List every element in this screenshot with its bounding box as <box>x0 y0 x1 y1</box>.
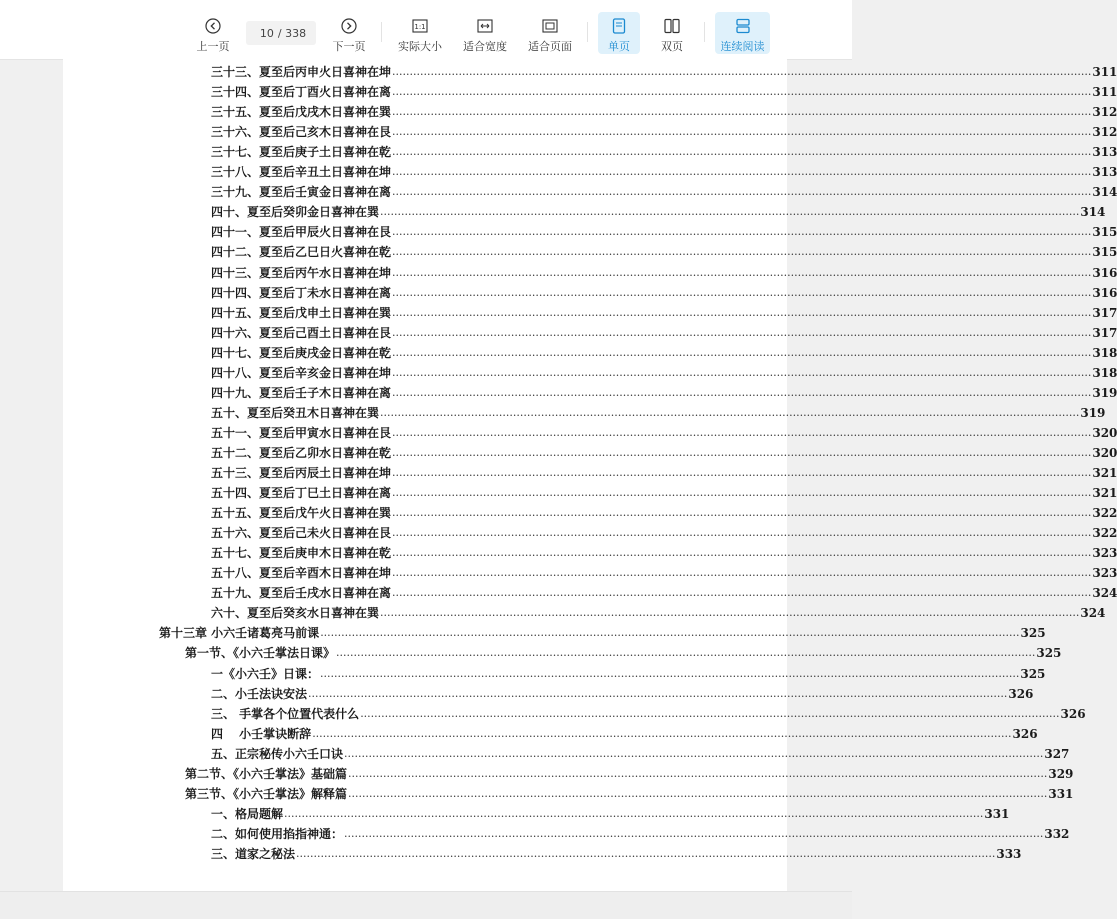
current-page-input[interactable]: 10 <box>259 26 274 40</box>
toc-leader-dots: ........................................................................................................................................................................................................ <box>380 606 1080 620</box>
toc-entry <box>211 323 1117 343</box>
toc-leader-dots: ........................................................................................................................................................................................................ <box>360 706 1060 720</box>
toc-entry-title: 一《小六壬》日课： <box>211 666 320 681</box>
toc-entry <box>211 664 1046 684</box>
toc-entry-title: 四十五、夏至后戊申土日喜神在巽 <box>211 305 392 320</box>
fit-width-button[interactable] <box>459 12 511 54</box>
toc-leader-dots: ........................................................................................................................................................................................................ <box>392 105 1092 119</box>
toc-entry-title: 第十三章 小六壬诸葛亮马前课 <box>159 626 320 641</box>
toc-entry-title: 三十五、夏至后戊戌木日喜神在巽 <box>211 105 392 120</box>
toolbar-divider <box>704 22 705 42</box>
fit-page-button[interactable] <box>524 12 576 54</box>
total-pages: / 338 <box>277 26 307 40</box>
toc-entry-page: 322 <box>1092 526 1117 541</box>
toc-entry-title: 二、如何使用掐指神通： <box>211 826 344 841</box>
toc-entry-page: 323 <box>1092 546 1117 561</box>
toc-entry-page: 320 <box>1092 445 1117 460</box>
toc-entry-title: 四十八、夏至后辛亥金日喜神在坤 <box>211 365 392 380</box>
toc-leader-dots: ........................................................................................................................................................................................................ <box>392 325 1092 339</box>
toc-entry-page: 319 <box>1080 405 1106 420</box>
toc-leader-dots: ........................................................................................................................................................................................................ <box>392 85 1092 99</box>
toc-entry <box>211 704 1086 724</box>
toc-entry <box>211 343 1117 363</box>
toc-entry-page: 319 <box>1092 385 1117 400</box>
toc-entry <box>211 182 1117 202</box>
toc-entry-title: 第一节、《小六壬掌法日课》 <box>185 646 336 661</box>
toc-entry-page: 314 <box>1092 185 1117 200</box>
toc-entry-page: 312 <box>1092 125 1117 140</box>
toc-entry-page: 315 <box>1092 245 1117 260</box>
toc-entry <box>211 724 1038 744</box>
chevron-left-circle-icon <box>205 17 221 35</box>
actual-size-button[interactable] <box>394 12 446 54</box>
continuous-reading-label: 连续阅读 <box>720 40 765 53</box>
toc-leader-dots: ........................................................................................................................................................................................................ <box>392 506 1092 520</box>
single-page-icon <box>612 17 626 35</box>
toc-entry <box>185 784 1074 804</box>
toc-entry-page: 326 <box>1008 686 1034 701</box>
toc-entry-title: 四 小壬掌诀断辞 <box>211 726 312 741</box>
toc-entry-page: 316 <box>1092 285 1117 300</box>
toc-entry-page: 313 <box>1092 165 1117 180</box>
toc-leader-dots: ........................................................................................................................................................................................................ <box>344 746 1044 760</box>
toc-entry <box>211 303 1117 323</box>
toc-entry-title: 四十三、夏至后丙午水日喜神在坤 <box>211 265 392 280</box>
toc-entry <box>211 142 1117 162</box>
toc-leader-dots: ........................................................................................................................................................................................................ <box>308 686 1008 700</box>
toc-leader-dots: ........................................................................................................................................................................................................ <box>392 425 1092 439</box>
toc-entry-title: 第二节、《小六壬掌法》基础篇 <box>185 766 348 781</box>
toc-entry-page: 332 <box>1044 826 1070 841</box>
toc-entry-title: 三十八、夏至后辛丑土日喜神在坤 <box>211 165 392 180</box>
toc-leader-dots: ........................................................................................................................................................................................................ <box>284 806 984 820</box>
toc-entry-page: 313 <box>1092 145 1117 160</box>
double-page-label: 双页 <box>661 40 683 53</box>
single-page-button[interactable] <box>598 12 640 54</box>
toc-entry <box>211 463 1117 483</box>
toc-entry-title: 四十四、夏至后丁未水日喜神在离 <box>211 285 392 300</box>
toc-leader-dots: ........................................................................................................................................................................................................ <box>392 365 1092 379</box>
continuous-reading-button[interactable] <box>715 12 770 54</box>
actual-size-icon <box>412 17 428 35</box>
next-page-label: 下一页 <box>332 40 366 53</box>
toc-entry-page: 329 <box>1048 766 1074 781</box>
toc-leader-dots: ........................................................................................................................................................................................................ <box>392 345 1092 359</box>
toc-entry <box>211 423 1117 443</box>
toc-entry-title: 五十、夏至后癸丑木日喜神在巽 <box>211 405 380 420</box>
toc-entry <box>185 643 1062 663</box>
toc-entry-title: 五十一、夏至后甲寅水日喜神在艮 <box>211 425 392 440</box>
toc-leader-dots: ........................................................................................................................................................................................................ <box>296 846 996 860</box>
toc-leader-dots: ........................................................................................................................................................................................................ <box>392 225 1092 239</box>
toc-entry <box>211 82 1117 102</box>
toc-entry-title: 五十九、夏至后壬戌水日喜神在离 <box>211 586 392 601</box>
toc-entry <box>211 804 1010 824</box>
toc-entry-page: 317 <box>1092 325 1117 340</box>
toc-entry-page: 311 <box>1092 65 1117 79</box>
double-page-icon <box>664 17 680 35</box>
toc-leader-dots: ........................................................................................................................................................................................................ <box>392 65 1092 78</box>
toc-entry-page: 325 <box>1020 626 1046 641</box>
page-gap <box>0 891 852 919</box>
toc-entry <box>211 483 1117 503</box>
toc-entry-page: 324 <box>1080 606 1106 621</box>
toc-entry-title: 五十七、夏至后庚申木日喜神在乾 <box>211 546 392 561</box>
prev-page-button[interactable] <box>194 12 232 54</box>
toc-leader-dots: ........................................................................................................................................................................................................ <box>336 646 1036 660</box>
toc-entry-title: 五、正宗秘传小六壬口诀 <box>211 746 344 761</box>
toc-entry-title: 二、小壬法诀安法 <box>211 686 308 701</box>
toc-entry-page: 325 <box>1020 666 1046 681</box>
fit-page-icon <box>542 17 558 35</box>
toc-entry <box>211 263 1117 283</box>
toc-entry <box>211 603 1106 623</box>
toolbar-divider <box>587 22 588 42</box>
toc-entry-page: 321 <box>1092 486 1117 501</box>
toc-entry <box>211 503 1117 523</box>
toc-entry <box>185 764 1074 784</box>
toc-leader-dots: ........................................................................................................................................................................................................ <box>344 826 1044 840</box>
toolbar-divider <box>381 22 382 42</box>
toc-entry-page: 326 <box>1012 726 1038 741</box>
toc-entry-page: 311 <box>1092 85 1117 100</box>
toc-entry-title: 四十七、夏至后庚戌金日喜神在乾 <box>211 345 392 360</box>
toc-leader-dots: ........................................................................................................................................................................................................ <box>392 566 1092 580</box>
toc-entry-title: 六十、夏至后癸亥水日喜神在巽 <box>211 606 380 621</box>
toc-entry <box>211 383 1117 403</box>
toc-entry <box>211 222 1117 242</box>
toc-entry-page: 320 <box>1092 425 1117 440</box>
toc-entry <box>211 744 1070 764</box>
toc-entry-page: 318 <box>1092 345 1117 360</box>
toc-entry-page: 312 <box>1092 105 1117 120</box>
toc-entry <box>211 684 1034 704</box>
toc-entry-title: 三、道家之秘法 <box>211 846 296 861</box>
chevron-right-circle-icon <box>341 17 357 35</box>
toc-entry-page: 317 <box>1092 305 1117 320</box>
toc-entry-page: 331 <box>1048 786 1074 801</box>
toc-entry-page: 323 <box>1092 566 1117 581</box>
toc-leader-dots: ........................................................................................................................................................................................................ <box>392 486 1092 500</box>
toc-entry-title: 四十二、夏至后乙巳日火喜神在乾 <box>211 245 392 260</box>
toc-entry <box>211 62 1117 82</box>
toc-leader-dots: ........................................................................................................................................................................................................ <box>392 526 1092 540</box>
toc-leader-dots: ........................................................................................................................................................................................................ <box>392 265 1092 279</box>
toc-entry-page: 327 <box>1044 746 1070 761</box>
toc-entry-title: 四十一、夏至后甲辰火日喜神在艮 <box>211 225 392 240</box>
toc-entry-title: 五十五、夏至后戊午火日喜神在巽 <box>211 506 392 521</box>
toc-entry <box>211 523 1117 543</box>
toc-entry <box>211 403 1106 423</box>
toc-leader-dots: ........................................................................................................................................................................................................ <box>312 726 1012 740</box>
toc-leader-dots: ........................................................................................................................................................................................................ <box>392 145 1092 159</box>
toc-entry-page: 333 <box>996 846 1022 861</box>
toc-entry <box>211 563 1117 583</box>
toc-entry-title: 一、格局题解 <box>211 806 284 821</box>
toc-entry-title: 三十六、夏至后己亥木日喜神在艮 <box>211 125 392 140</box>
toc-entry <box>211 363 1117 383</box>
toc-entry-title: 五十四、夏至后丁巳土日喜神在离 <box>211 486 392 501</box>
toc-leader-dots: ........................................................................................................................................................................................................ <box>392 445 1092 459</box>
svg-text:1:1: 1:1 <box>414 23 426 31</box>
toc-entry <box>211 242 1117 262</box>
toc-entry <box>211 283 1117 303</box>
toc-entry-page: 321 <box>1092 466 1117 480</box>
toc-entry <box>211 202 1106 222</box>
prev-page-label: 上一页 <box>196 40 230 53</box>
toc-leader-dots: ........................................................................................................................................................................................................ <box>320 666 1020 680</box>
toc-entry-title: 第三节、《小六壬掌法》解释篇 <box>185 786 348 801</box>
fit-page-label: 适合页面 <box>528 40 572 53</box>
toc-leader-dots: ........................................................................................................................................................................................................ <box>320 626 1020 640</box>
toc-entry-page: 325 <box>1036 646 1062 661</box>
toc-entry-page: 324 <box>1092 586 1117 601</box>
toc-entry <box>211 824 1070 844</box>
toc-leader-dots: ........................................................................................................................................................................................................ <box>392 586 1092 600</box>
toc-entry-title: 三十四、夏至后丁酉火日喜神在离 <box>211 85 392 100</box>
double-page-button[interactable] <box>652 12 692 54</box>
toc-entry-page: 315 <box>1092 225 1117 240</box>
toc-entry-title: 五十八、夏至后辛酉木日喜神在坤 <box>211 566 392 581</box>
toc-entry-title: 五十二、夏至后乙卯水日喜神在乾 <box>211 445 392 460</box>
toc-leader-dots: ........................................................................................................................................................................................................ <box>348 786 1048 800</box>
toc-leader-dots: ........................................................................................................................................................................................................ <box>392 546 1092 560</box>
toc-leader-dots: ........................................................................................................................................................................................................ <box>392 305 1092 319</box>
reader-toolbar <box>0 0 852 60</box>
toc-entry-page: 331 <box>984 806 1010 821</box>
next-page-button[interactable] <box>330 12 368 54</box>
single-page-label: 单页 <box>608 40 630 53</box>
toc-entry-page: 322 <box>1092 506 1117 521</box>
toc-entry-page: 316 <box>1092 265 1117 280</box>
actual-size-label: 实际大小 <box>398 40 442 53</box>
fit-width-label: 适合宽度 <box>463 40 507 53</box>
toc-entry <box>211 162 1117 182</box>
toc-entry-page: 326 <box>1060 706 1086 721</box>
toc-entry <box>211 102 1117 122</box>
toc-entry-title: 四十六、夏至后己酉土日喜神在艮 <box>211 325 392 340</box>
toc-entry-title: 四十、夏至后癸卯金日喜神在巽 <box>211 205 380 220</box>
toc-leader-dots: ........................................................................................................................................................................................................ <box>392 185 1092 199</box>
toc-entry-title: 五十三、夏至后丙辰土日喜神在坤 <box>211 466 392 480</box>
toc-leader-dots: ........................................................................................................................................................................................................ <box>392 165 1092 179</box>
toc-leader-dots: ........................................................................................................................................................................................................ <box>392 125 1092 139</box>
toc-entry-page: 318 <box>1092 365 1117 380</box>
page-number-box[interactable] <box>246 21 316 45</box>
toc-entry-title: 三十三、夏至后丙申火日喜神在坤 <box>211 65 392 79</box>
toc-leader-dots: ........................................................................................................................................................................................................ <box>392 385 1092 399</box>
toc-entry <box>159 623 1046 643</box>
toc-entry-title: 五十六、夏至后己未火日喜神在艮 <box>211 526 392 541</box>
toc-leader-dots: ........................................................................................................................................................................................................ <box>380 405 1080 419</box>
fit-width-icon <box>477 17 493 35</box>
toc-entry-title: 三、 手掌各个位置代表什么 <box>211 706 360 721</box>
toc-entry <box>211 543 1117 563</box>
toc-entry-page: 314 <box>1080 205 1106 220</box>
toc-leader-dots: ........................................................................................................................................................................................................ <box>392 245 1092 259</box>
toc-entry <box>211 443 1117 463</box>
toc-leader-dots: ........................................................................................................................................................................................................ <box>392 466 1092 479</box>
toc-entry-title: 三十七、夏至后庚子土日喜神在乾 <box>211 145 392 160</box>
document-page <box>63 59 1117 891</box>
toc-entry <box>211 844 1022 864</box>
toc-entry <box>211 122 1117 142</box>
toc-entry-title: 三十九、夏至后壬寅金日喜神在离 <box>211 185 392 200</box>
toc-leader-dots: ........................................................................................................................................................................................................ <box>348 766 1048 780</box>
toc-leader-dots: ........................................................................................................................................................................................................ <box>380 205 1080 219</box>
continuous-scroll-icon <box>735 17 751 35</box>
toc-entry-title: 四十九、夏至后壬子木日喜神在离 <box>211 385 392 400</box>
toc-entry <box>211 583 1117 603</box>
toc-leader-dots: ........................................................................................................................................................................................................ <box>392 285 1092 299</box>
